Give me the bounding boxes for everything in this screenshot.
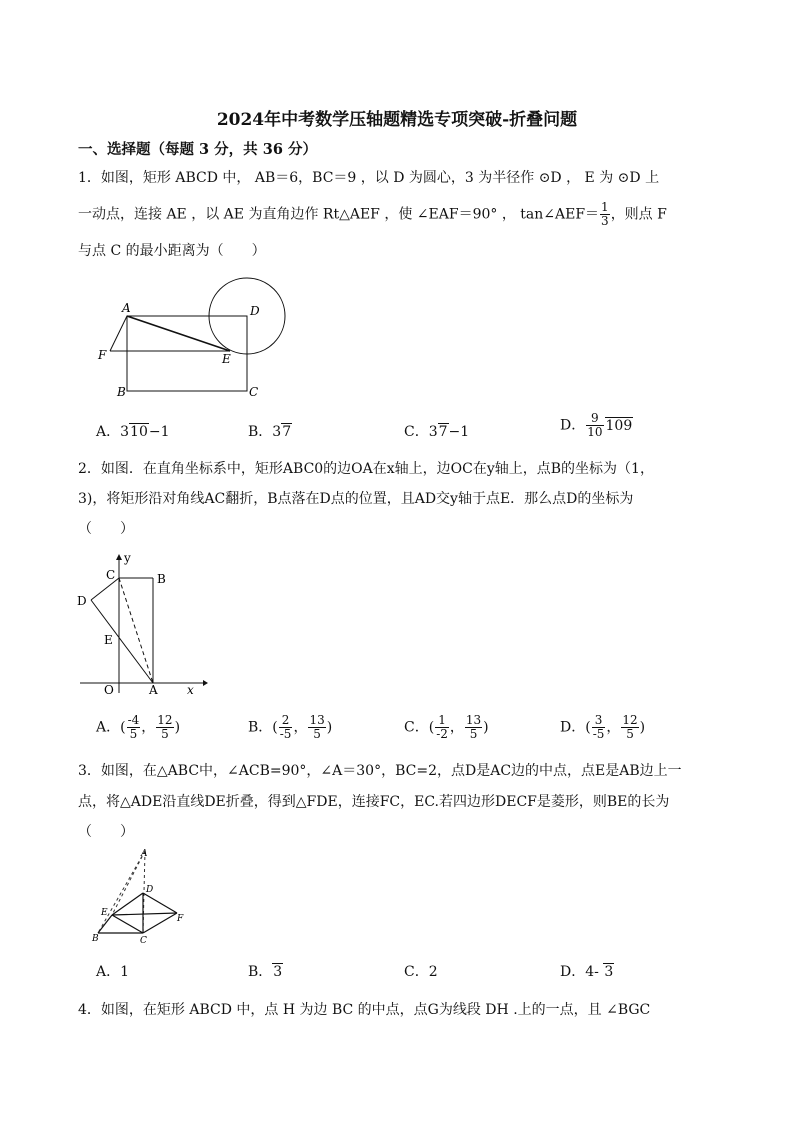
q2-label-x: x xyxy=(187,683,194,697)
q3-option-c: C．2 xyxy=(404,964,438,980)
q2-label-b: B xyxy=(157,572,166,586)
q3-label-e: E xyxy=(101,908,108,918)
q2-label-c: C xyxy=(106,568,116,582)
q2-diagonal-ac xyxy=(119,578,153,683)
q3-line3: （ ） xyxy=(78,824,134,840)
q3-figure xyxy=(85,845,195,950)
q2-label-e: E xyxy=(104,633,113,647)
section-heading: 一、选择题（每题 3 分，共 36 分） xyxy=(78,141,317,158)
q1-line3: 与点 C 的最小距离为（ ） xyxy=(78,243,266,259)
q2-line3: （ ） xyxy=(78,521,134,537)
q1-option-b: B．37 xyxy=(248,424,292,440)
q1-tan-fraction: $\frac{1}{3}$ xyxy=(601,200,609,228)
q2-label-y: y xyxy=(124,551,131,565)
q1-line2 xyxy=(78,201,667,228)
q3-option-a: A．1 xyxy=(96,964,130,980)
q3-label-c: C xyxy=(140,936,147,946)
q1-label-c: C xyxy=(249,385,259,399)
q2-label-d: D xyxy=(77,594,87,608)
q3-line1: 3．如图，在△ABC中，∠ACB=90°，∠A＝30°，BC=2，点D是AC边的中点，点E是AB边上一 xyxy=(78,763,682,779)
q2-line2: 3)，将矩形沿对角线AC翻折，B点落在D点的位置，且AD交y轴于点E．那么点D的坐标为 xyxy=(78,491,634,507)
q2-option-a: A．( $\frac{-4}{5}$ ， $\frac{12}{5}$ ) xyxy=(96,713,181,741)
q1-option-c: C．37−1 xyxy=(404,424,470,440)
q2-label-o: O xyxy=(104,683,114,697)
q1-label-e: E xyxy=(222,352,231,366)
q1-segment-ae xyxy=(127,316,230,351)
q3-label-d: D xyxy=(146,885,154,895)
q3-segment-fc xyxy=(143,913,177,933)
q3-segment-ed xyxy=(112,893,143,915)
q3-segment-df xyxy=(143,893,177,913)
q1-option-d: D． $\frac{9}{10}$ 109 xyxy=(560,411,633,439)
q3-label-b: B xyxy=(92,934,99,944)
q3-option-b: B．3 xyxy=(248,964,283,980)
q3-label-a: A xyxy=(141,849,148,859)
q2-option-b: B．( $\frac{2}{-5}$ ， $\frac{13}{5}$ ) xyxy=(248,713,333,741)
q3-label-f: F xyxy=(177,914,184,924)
q1-label-a: A xyxy=(122,301,131,315)
q1-option-a: A．310−1 xyxy=(96,424,170,440)
q1-label-d: D xyxy=(250,304,260,318)
q3-segment-ef xyxy=(112,913,177,915)
q2-figure xyxy=(75,548,210,698)
q1-label-f: F xyxy=(98,348,107,362)
q2-label-a: A xyxy=(149,683,158,697)
q2-option-c: C．( $\frac{1}{-2}$ ， $\frac{13}{5}$ ) xyxy=(404,713,489,741)
q2-y-axis-arrow xyxy=(116,554,122,560)
q2-option-d: D．( $\frac{3}{-5}$ ， $\frac{12}{5}$ ) xyxy=(560,713,646,741)
q2-segment-da xyxy=(91,600,153,683)
q3-option-d: D．4- 3 xyxy=(560,964,614,980)
q4-line1: 4．如图，在矩形 ABCD 中，点 H 为边 BC 的中点，点G为线段 DH .上的一点，且 ∠BGC xyxy=(78,1002,651,1018)
q2-x-axis-arrow xyxy=(203,680,208,686)
q1-segment-af xyxy=(110,316,127,351)
q1-line2b: ，则点 F xyxy=(610,206,667,223)
q1-line1: 1．如图，矩形 ABCD 中， AB＝6，BC＝9 ，以 D 为圆心，3 为半径作 ⊙D ， E 为 ⊙D 上 xyxy=(78,170,660,186)
q2-line1: 2．如图．在直角坐标系中，矩形ABC0的边OA在x轴上，边OC在y轴上，点B的坐标为（1， xyxy=(78,461,654,477)
q3-line2: 点，将△ADE沿直线DE折叠，得到△FDE，连接FC，EC.若四边形DECF是菱形，则BE的长为 xyxy=(78,794,670,810)
q3-segment-ec xyxy=(112,915,143,933)
page-title: 2024年中考数学压轴题精选专项突破-折叠问题 xyxy=(216,110,578,130)
q1-figure xyxy=(90,275,300,405)
q1-label-b: B xyxy=(117,385,126,399)
q1-line2a: 一动点，连接 AE ，以 AE 为直角边作 Rt△AEF ，使 ∠EAF＝90° ， tan∠AEF＝ xyxy=(78,206,600,223)
